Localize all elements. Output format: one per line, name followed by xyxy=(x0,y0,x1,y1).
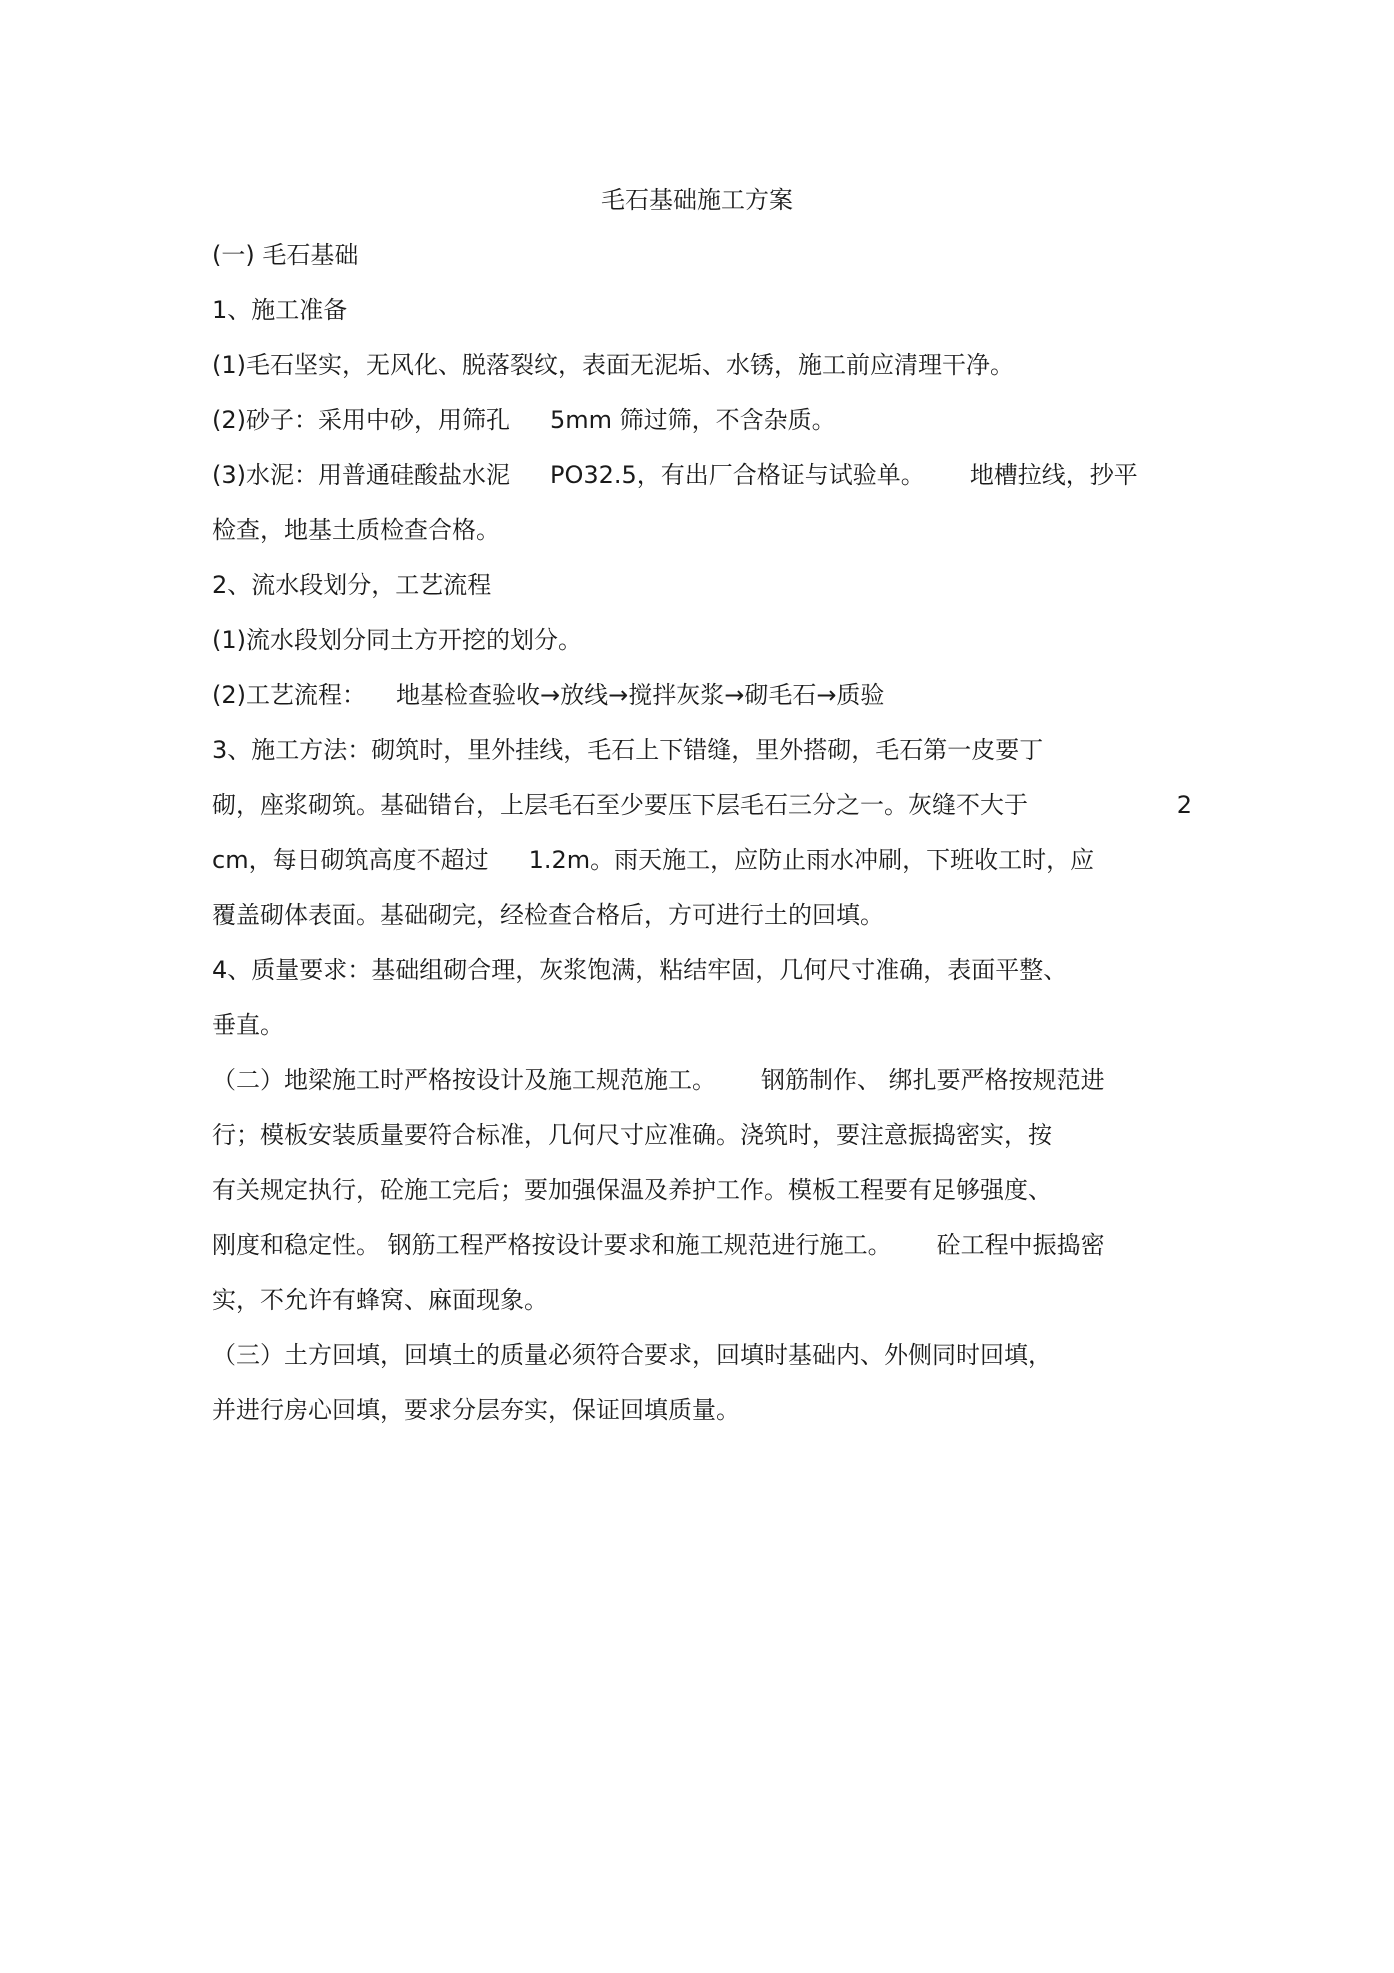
text: 有关规定执行，砼施工完后；要加强保温及养护工作。模板工程要有足够强度、 xyxy=(212,1176,1052,1204)
text: 实，不允许有蜂窝、麻面现象。 xyxy=(212,1286,548,1314)
text: 检查，地基土质检查合格。 xyxy=(212,516,500,544)
text: 2、流水段划分，工艺流程 xyxy=(212,571,492,599)
text: (一) 毛石基础 xyxy=(212,241,359,269)
paragraph-line xyxy=(212,513,1192,568)
paragraph-line xyxy=(212,1118,1192,1173)
paragraph-line xyxy=(212,1063,1192,1118)
text: （三）土方回填，回填土的质量必须符合要求，回填时基础内、外侧同时回填， xyxy=(212,1341,1052,1369)
section-heading xyxy=(212,238,1192,293)
paragraph-line xyxy=(212,1008,1192,1063)
text: 并进行房心回填，要求分层夯实，保证回填质量。 xyxy=(212,1396,740,1424)
text: (2)工艺流程： xyxy=(212,681,366,709)
text: 钢筋制作、 绑扎要严格按规范进 xyxy=(761,1066,1105,1094)
text: cm，每日砌筑高度不超过 xyxy=(212,846,489,874)
paragraph-line xyxy=(212,733,1192,788)
paragraph-line xyxy=(212,1338,1192,1393)
text: 砼工程中振捣密 xyxy=(936,1231,1105,1259)
paragraph-line xyxy=(212,678,1192,733)
paragraph-line xyxy=(212,1228,1192,1283)
text: 刚度和稳定性。 钢筋工程严格按设计要求和施工规范进行施工。 xyxy=(212,1231,892,1259)
text: 2 xyxy=(1176,791,1192,819)
text: 3、施工方法：砌筑时，里外挂线，毛石上下错缝，里外搭砌，毛石第一皮要丁 xyxy=(212,736,1044,764)
paragraph-line xyxy=(212,788,1192,843)
subsection-heading xyxy=(212,293,1192,348)
paragraph-line xyxy=(212,403,1192,458)
text: (3)水泥：用普通硅酸盐水泥 xyxy=(212,461,510,489)
text: 1.2m。雨天施工，应防止雨水冲刷，下班收工时，应 xyxy=(528,846,1095,874)
text: 砌，座浆砌筑。基础错台，上层毛石至少要压下层毛石三分之一。灰缝不大于 xyxy=(212,791,1028,819)
paragraph-line xyxy=(212,898,1192,953)
paragraph-line xyxy=(212,1173,1192,1228)
text: (2)砂子：采用中砂，用筛孔 xyxy=(212,406,510,434)
text: 垂直。 xyxy=(212,1011,284,1039)
text: 5mm 筛过筛，不含杂质。 xyxy=(550,406,836,434)
text: PO32.5，有出厂合格证与试验单。 xyxy=(550,461,925,489)
text: 4、质量要求：基础组砌合理，灰浆饱满，粘结牢固，几何尺寸准确，表面平整、 xyxy=(212,956,1068,984)
subsection-heading xyxy=(212,568,1192,623)
text: （二）地梁施工时严格按设计及施工规范施工。 xyxy=(212,1066,716,1094)
text: 覆盖砌体表面。基础砌完，经检查合格后，方可进行土的回填。 xyxy=(212,901,884,929)
text: 1、施工准备 xyxy=(212,296,348,324)
text: 地基检查验收→放线→搅拌灰浆→砌毛石→质验 xyxy=(396,681,885,709)
paragraph-line xyxy=(212,1283,1192,1338)
paragraph-line xyxy=(212,953,1192,1008)
paragraph-line xyxy=(212,458,1192,513)
paragraph-line xyxy=(212,1393,1192,1448)
text: (1)毛石坚实，无风化、脱落裂纹，表面无泥垢、水锈，施工前应清理干净。 xyxy=(212,351,1014,379)
document-title: 毛石基础施工方案 xyxy=(601,186,793,214)
text: 行；模板安装质量要符合标准，几何尺寸应准确。浇筑时，要注意振捣密实，按 xyxy=(212,1121,1052,1149)
paragraph-line xyxy=(212,843,1192,898)
paragraph-line xyxy=(212,348,1192,403)
text: (1)流水段划分同土方开挖的划分。 xyxy=(212,626,582,654)
document-body xyxy=(212,238,1192,1448)
paragraph-line xyxy=(212,623,1192,678)
text: 地槽拉线，抄平 xyxy=(969,461,1138,489)
